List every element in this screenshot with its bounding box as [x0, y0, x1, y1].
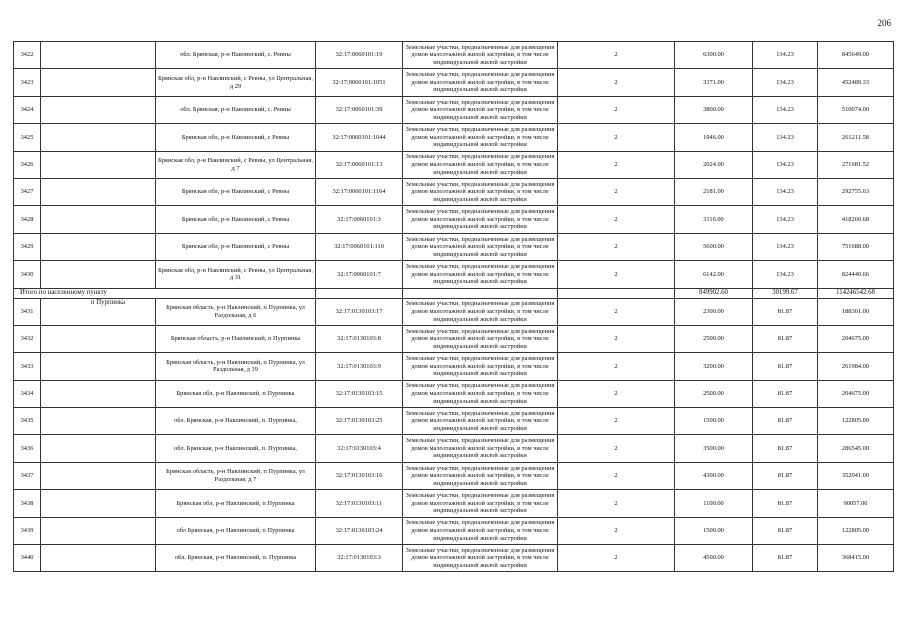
- settlement-cell: [41, 233, 156, 260]
- land-use-cell: Земельные участки, предназначенные для размещения домов малоэтажной жилой застройки, в том числе индивидуальной жилой застройки: [403, 353, 558, 380]
- rate-cell: 81.87: [753, 298, 818, 325]
- address-cell: Брянская область, р-н Навлинский, п Пурпинка, ул Раздольная, д 7: [156, 462, 316, 489]
- settlement-cell: [41, 69, 156, 96]
- cadastral-value-cell: 418260.68: [818, 206, 894, 233]
- area-cell: 3800.00: [675, 96, 753, 123]
- address-cell: обл. Брянская, р-н Навлинский, п. Пурпинка,: [156, 408, 316, 435]
- table-row: [14, 124, 894, 151]
- cadastral-value-cell: 90057.00: [818, 490, 894, 517]
- cadastral-value-cell: 122805.00: [818, 517, 894, 544]
- row-number: 3429: [14, 233, 41, 260]
- rate-cell: 81.87: [753, 435, 818, 462]
- group-cell: 2: [558, 151, 675, 178]
- area-cell: 1100.00: [675, 490, 753, 517]
- land-use-cell: Земельные участки, предназначенные для размещения домов малоэтажной жилой застройки, в том числе индивидуальной жилой застройки: [403, 178, 558, 205]
- area-cell: 2181.00: [675, 178, 753, 205]
- area-cell: 2024.00: [675, 151, 753, 178]
- group-cell: 2: [558, 490, 675, 517]
- rate-cell: 134.23: [753, 178, 818, 205]
- settlement-cell: [41, 206, 156, 233]
- cadastral-value-cell: 261984.00: [818, 353, 894, 380]
- cadastral-value-cell: 352041.00: [818, 462, 894, 489]
- group-cell: 2: [558, 380, 675, 407]
- area-cell: 4300.00: [675, 462, 753, 489]
- group-cell: 2: [558, 96, 675, 123]
- area-cell: 3500.00: [675, 435, 753, 462]
- area-cell: 6300.00: [675, 42, 753, 69]
- rate-cell: 81.87: [753, 462, 818, 489]
- cadastral-number-cell: 32:17:0130103:24: [316, 517, 403, 544]
- address-cell: Брянская обл, р-н Навлинский, с Ревны, ул Центральная, д 29: [156, 69, 316, 96]
- table-row: [14, 96, 894, 123]
- cadastral-number-cell: 32:17:0130103:9: [316, 353, 403, 380]
- settlement-cell: [41, 124, 156, 151]
- land-use-cell: Земельные участки, предназначенные для размещения домов малоэтажной жилой застройки, в том числе индивидуальной жилой застройки: [403, 96, 558, 123]
- address-cell: Брянская обл, р-н Навлинский, с Ревны: [156, 206, 316, 233]
- cadastral-number-cell: 32:17:0060101:39: [316, 96, 403, 123]
- rate-cell: 81.87: [753, 545, 818, 572]
- table-row: [14, 325, 894, 352]
- rate-cell: 81.87: [753, 325, 818, 352]
- rate-cell: 134.23: [753, 261, 818, 288]
- group-cell: 2: [558, 545, 675, 572]
- cadastral-number-cell: 32:17:0060101:110: [316, 233, 403, 260]
- total-cadastral-cell: [316, 288, 403, 298]
- total-value: 114246542.68: [818, 288, 894, 298]
- page-number: 206: [877, 18, 891, 28]
- row-number: 3422: [14, 42, 41, 69]
- group-cell: 2: [558, 517, 675, 544]
- row-number: 3434: [14, 380, 41, 407]
- land-use-cell: Земельные участки, предназначенные для размещения домов малоэтажной жилой застройки, в том числе индивидуальной жилой застройки: [403, 298, 558, 325]
- rate-cell: 81.87: [753, 490, 818, 517]
- address-cell: Брянская обл, р-н Навлинский, с Ревны: [156, 178, 316, 205]
- address-cell: Брянская обл, р-н Навлинский, п Пурпинка: [156, 490, 316, 517]
- cadastral-number-cell: 32:17:0060101:1164: [316, 178, 403, 205]
- row-number: 3427: [14, 178, 41, 205]
- table-row: [14, 380, 894, 407]
- rate-cell: 81.87: [753, 517, 818, 544]
- area-cell: 6142.00: [675, 261, 753, 288]
- row-number: 3435: [14, 408, 41, 435]
- rate-cell: 134.23: [753, 206, 818, 233]
- total-group-cell: [558, 288, 675, 298]
- row-number: 3430: [14, 261, 41, 288]
- section-1-total: [14, 288, 894, 298]
- settlement-cell: [41, 298, 156, 325]
- cadastral-number-cell: 32:17:0130103:4: [316, 435, 403, 462]
- section-1-rows: [14, 42, 894, 289]
- group-cell: 2: [558, 462, 675, 489]
- row-number: 3423: [14, 69, 41, 96]
- rate-cell: 134.23: [753, 69, 818, 96]
- land-use-cell: Земельные участки, предназначенные для размещения домов малоэтажной жилой застройки, в том числе индивидуальной жилой застройки: [403, 325, 558, 352]
- cadastral-value-cell: 368415.00: [818, 545, 894, 572]
- table-row: [14, 490, 894, 517]
- row-number: 3432: [14, 325, 41, 352]
- rate-cell: 134.23: [753, 42, 818, 69]
- area-cell: 5600.00: [675, 233, 753, 260]
- cadastral-number-cell: 32:17:0060101:3: [316, 206, 403, 233]
- group-cell: 2: [558, 261, 675, 288]
- row-number: 3438: [14, 490, 41, 517]
- cadastral-value-cell: 261211.58: [818, 124, 894, 151]
- table-row: [14, 178, 894, 205]
- address-cell: Брянская обл, р-н Навлинский, с Ревны: [156, 233, 316, 260]
- cadastral-number-cell: 32:17:0130103:8: [316, 325, 403, 352]
- table-row: [14, 233, 894, 260]
- address-cell: Брянская обл, р-н Навлинский, с Ревны: [156, 124, 316, 151]
- row-number: 3425: [14, 124, 41, 151]
- row-number: 3424: [14, 96, 41, 123]
- rate-cell: 81.87: [753, 408, 818, 435]
- total-area: 849902.60: [675, 288, 753, 298]
- land-use-cell: Земельные участки, предназначенные для размещения домов малоэтажной жилой застройки, в том числе индивидуальной жилой застройки: [403, 545, 558, 572]
- cadastral-value-cell: 271681.52: [818, 151, 894, 178]
- land-use-cell: Земельные участки, предназначенные для размещения домов малоэтажной жилой застройки, в том числе индивидуальной жилой застройки: [403, 517, 558, 544]
- settlement-cell: [41, 380, 156, 407]
- rate-cell: 134.23: [753, 151, 818, 178]
- address-cell: обл. Брянская, р-н Навлинский, с. Ревны: [156, 96, 316, 123]
- table-row: [14, 353, 894, 380]
- table-row: [14, 206, 894, 233]
- cadastral-value-cell: 204675.00: [818, 325, 894, 352]
- group-cell: 2: [558, 233, 675, 260]
- rate-cell: 134.23: [753, 96, 818, 123]
- land-use-cell: Земельные участки, предназначенные для размещения домов малоэтажной жилой застройки, в том числе индивидуальной жилой застройки: [403, 490, 558, 517]
- group-cell: 2: [558, 298, 675, 325]
- table-row: [14, 408, 894, 435]
- land-use-cell: Земельные участки, предназначенные для размещения домов малоэтажной жилой застройки, в том числе индивидуальной жилой застройки: [403, 408, 558, 435]
- land-use-cell: Земельные участки, предназначенные для размещения домов малоэтажной жилой застройки, в том числе индивидуальной жилой застройки: [403, 261, 558, 288]
- cadastral-value-cell: 204675.00: [818, 380, 894, 407]
- group-cell: 2: [558, 42, 675, 69]
- address-cell: Брянская область, р-н Навлинский, п Пурпинка: [156, 325, 316, 352]
- area-cell: 2500.00: [675, 325, 753, 352]
- area-cell: 3371.00: [675, 69, 753, 96]
- row-number: 3436: [14, 435, 41, 462]
- group-cell: 2: [558, 69, 675, 96]
- cadastral-value-cell: 845649.00: [818, 42, 894, 69]
- row-number: 3437: [14, 462, 41, 489]
- address-cell: обл. Брянская, р-н Навлинский, п. Пурпинка: [156, 545, 316, 572]
- row-number: 3433: [14, 353, 41, 380]
- table-row: [14, 42, 894, 69]
- cadastral-number-cell: 32:17:0130103:15: [316, 380, 403, 407]
- row-number: 3439: [14, 517, 41, 544]
- table-row: [14, 298, 894, 325]
- address-cell: Брянская область, р-н Навлинский, п Пурпинка, ул Раздольная, д 19: [156, 353, 316, 380]
- area-cell: 3200.00: [675, 353, 753, 380]
- settlement-cell: [41, 435, 156, 462]
- cadastral-value-cell: 824440.66: [818, 261, 894, 288]
- cadastral-number-cell: 32:17:0130103:11: [316, 490, 403, 517]
- address-cell: Брянская область, р-н Навлинский, п Пурпинка, ул Раздольная, д 6: [156, 298, 316, 325]
- table-row: [14, 151, 894, 178]
- rate-cell: 81.87: [753, 380, 818, 407]
- cadastral-value-cell: 188301.00: [818, 298, 894, 325]
- settlement-cell: [41, 462, 156, 489]
- land-use-cell: Земельные участки, предназначенные для размещения домов малоэтажной жилой застройки, в том числе индивидуальной жилой застройки: [403, 206, 558, 233]
- table-row: [14, 261, 894, 288]
- total-row: [14, 288, 894, 298]
- land-use-cell: Земельные участки, предназначенные для размещения домов малоэтажной жилой застройки, в том числе индивидуальной жилой застройки: [403, 233, 558, 260]
- cadastral-number-cell: 32:17:0060101:19: [316, 42, 403, 69]
- cadastral-value-cell: 751688.00: [818, 233, 894, 260]
- area-cell: 1500.00: [675, 408, 753, 435]
- group-cell: 2: [558, 124, 675, 151]
- group-cell: 2: [558, 408, 675, 435]
- row-number: 3440: [14, 545, 41, 572]
- cadastral-number-cell: 32:17:0060101:7: [316, 261, 403, 288]
- settlement-cell: [41, 517, 156, 544]
- rate-cell: 81.87: [753, 353, 818, 380]
- land-use-cell: Земельные участки, предназначенные для размещения домов малоэтажной жилой застройки, в том числе индивидуальной жилой застройки: [403, 380, 558, 407]
- settlement-cell: [41, 545, 156, 572]
- settlement-cell: [41, 408, 156, 435]
- settlement-cell: [41, 261, 156, 288]
- area-cell: 2500.00: [675, 380, 753, 407]
- settlement-name: п Пурпинка: [90, 298, 126, 306]
- address-cell: Брянская обл, р-н Навлинский, с Ревны, ул Центральная, д 7: [156, 151, 316, 178]
- cadastral-number-cell: 32:17:0130103:16: [316, 462, 403, 489]
- group-cell: 2: [558, 435, 675, 462]
- cadastral-number-cell: 32:17:0060101:1044: [316, 124, 403, 151]
- land-use-cell: Земельные участки, предназначенные для размещения домов малоэтажной жилой застройки, в том числе индивидуальной жилой застройки: [403, 124, 558, 151]
- area-cell: 1946.00: [675, 124, 753, 151]
- group-cell: 2: [558, 178, 675, 205]
- settlement-cell: [41, 353, 156, 380]
- cadastral-value-cell: 286545.00: [818, 435, 894, 462]
- cadastral-value-cell: 510074.00: [818, 96, 894, 123]
- table-row: [14, 517, 894, 544]
- rate-cell: 134.23: [753, 233, 818, 260]
- address-cell: Брянская обл, р-н Навлинский, п Пурпинка: [156, 380, 316, 407]
- land-use-cell: Земельные участки, предназначенные для размещения домов малоэтажной жилой застройки, в том числе индивидуальной жилой застройки: [403, 42, 558, 69]
- cadastral-value-cell: 452489.33: [818, 69, 894, 96]
- land-use-cell: Земельные участки, предназначенные для размещения домов малоэтажной жилой застройки, в том числе индивидуальной жилой застройки: [403, 151, 558, 178]
- address-cell: обл. Брянская, р-н Навлинский, п. Пурпинка,: [156, 435, 316, 462]
- settlement-cell: [41, 96, 156, 123]
- address-cell: обл. Брянская, р-н Навлинский, с. Ревны: [156, 42, 316, 69]
- table-row: [14, 462, 894, 489]
- area-cell: 1500.00: [675, 517, 753, 544]
- area-cell: 2300.00: [675, 298, 753, 325]
- group-cell: 2: [558, 353, 675, 380]
- cadastral-value-cell: 292755.63: [818, 178, 894, 205]
- total-rate: 30199.67: [753, 288, 818, 298]
- address-cell: обл Брянская, р-н Навлинский, п Пурпинка: [156, 517, 316, 544]
- cadastral-number-cell: 32:17:0130103:3: [316, 545, 403, 572]
- settlement-cell: [41, 42, 156, 69]
- group-cell: 2: [558, 325, 675, 352]
- area-cell: 3116.00: [675, 206, 753, 233]
- table-row: [14, 545, 894, 572]
- cadastral-number-cell: 32:17:0130103:25: [316, 408, 403, 435]
- settlement-cell: [41, 178, 156, 205]
- settlement-cell: [41, 151, 156, 178]
- cadastral-number-cell: 32:17:0060101:1051: [316, 69, 403, 96]
- address-cell: Брянская обл, р-н Навлинский, с Ревны, ул Центральная, д 31: [156, 261, 316, 288]
- cadastral-number-cell: 32:17:0130103:17: [316, 298, 403, 325]
- land-use-cell: Земельные участки, предназначенные для размещения домов малоэтажной жилой застройки, в том числе индивидуальной жилой застройки: [403, 462, 558, 489]
- land-use-cell: Земельные участки, предназначенные для размещения домов малоэтажной жилой застройки, в том числе индивидуальной жилой застройки: [403, 69, 558, 96]
- table-row: [14, 435, 894, 462]
- settlement-cell: [41, 325, 156, 352]
- row-number: 3426: [14, 151, 41, 178]
- total-label: Итого по населенному пункту: [14, 288, 316, 298]
- table-row: [14, 69, 894, 96]
- settlement-cell: [41, 490, 156, 517]
- total-use-cell: [403, 288, 558, 298]
- land-register-table: [13, 41, 894, 572]
- section-2-rows: [14, 298, 894, 572]
- group-cell: 2: [558, 206, 675, 233]
- area-cell: 4500.00: [675, 545, 753, 572]
- row-number: 3431: [14, 298, 41, 325]
- cadastral-number-cell: 32:17:0060101:13: [316, 151, 403, 178]
- cadastral-value-cell: 122805.00: [818, 408, 894, 435]
- land-use-cell: Земельные участки, предназначенные для размещения домов малоэтажной жилой застройки, в том числе индивидуальной жилой застройки: [403, 435, 558, 462]
- rate-cell: 134.23: [753, 124, 818, 151]
- row-number: 3428: [14, 206, 41, 233]
